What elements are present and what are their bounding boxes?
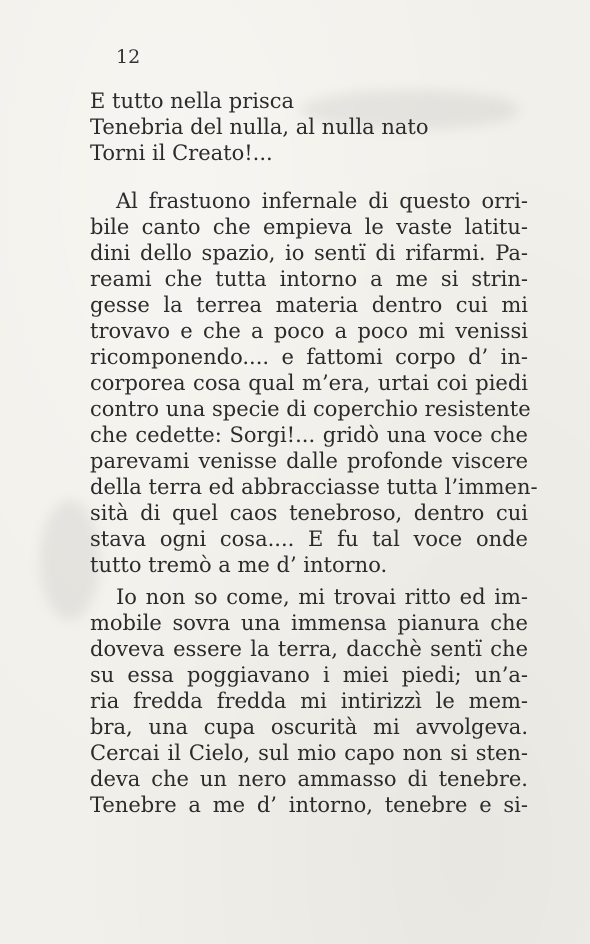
paragraph-2-line: doveva essere la terra, dacchè sentï che (90, 637, 528, 661)
paragraph-1-line: che cedette: Sorgi!... gridò una voce che (90, 423, 528, 447)
paragraph-1-line: corporea cosa qual m’era, urtai coi piedi (90, 371, 528, 395)
paragraph-2-line: deva che un nero ammasso di tenebre. (90, 767, 528, 791)
paragraph-2-line: Tenebre a me d’ intorno, tenebre e si- (90, 793, 528, 817)
paragraph-1-line: reami che tutta intorno a me si strin- (90, 267, 528, 291)
page-number: 12 (116, 46, 141, 68)
paragraph-1-line: contro una specie di coperchio resistente (90, 397, 531, 421)
paragraph-2-line: Cercai il Cielo, sul mio capo non si sten- (90, 741, 528, 765)
paragraph-1-line: sità di quel caos tenebroso, dentro cui (90, 501, 528, 525)
paragraph-1-line: gesse la terrea materia dentro cui mi (90, 293, 528, 317)
paragraph-2-line: su essa poggiavano i miei piedi; un’a- (90, 663, 528, 687)
verse-line: E tutto nella prisca (90, 89, 295, 113)
paragraph-1-line: parevami venisse dalle profonde viscere (90, 449, 528, 473)
paragraph-2-line: Io non so come, mi trovai ritto ed im- (116, 585, 528, 609)
paragraph-1-line: dini dello spazio, io sentï di rifarmi. Pa- (90, 241, 528, 265)
paragraph-2-line: ria fredda fredda mi intirizzì le mem- (90, 689, 528, 713)
paragraph-1-line: stava ogni cosa.... E fu tal voce onde (90, 527, 528, 551)
verse-line: Torni il Creato!... (90, 141, 273, 165)
verse-line: Tenebria del nulla, al nulla nato (90, 115, 429, 139)
paragraph-1-line: Al frastuono infernale di questo orri- (116, 189, 528, 213)
paragraph-2-line: bra, una cupa oscurità mi avvolgeva. (90, 715, 528, 739)
paragraph-1-line: della terra ed abbracciasse tutta l’immen- (90, 475, 538, 499)
paragraph-1-line: trovavo e che a poco a poco mi venissi (90, 319, 528, 343)
paragraph-1-line: ricomponendo.... e fattomi corpo d’ in- (90, 345, 528, 369)
paragraph-1-line: bile canto che empieva le vaste latitu- (90, 215, 528, 239)
paragraph-2-line: mobile sovra una immensa pianura che (90, 611, 528, 635)
paragraph-1-line: tutto tremò a me d’ intorno. (90, 553, 388, 577)
